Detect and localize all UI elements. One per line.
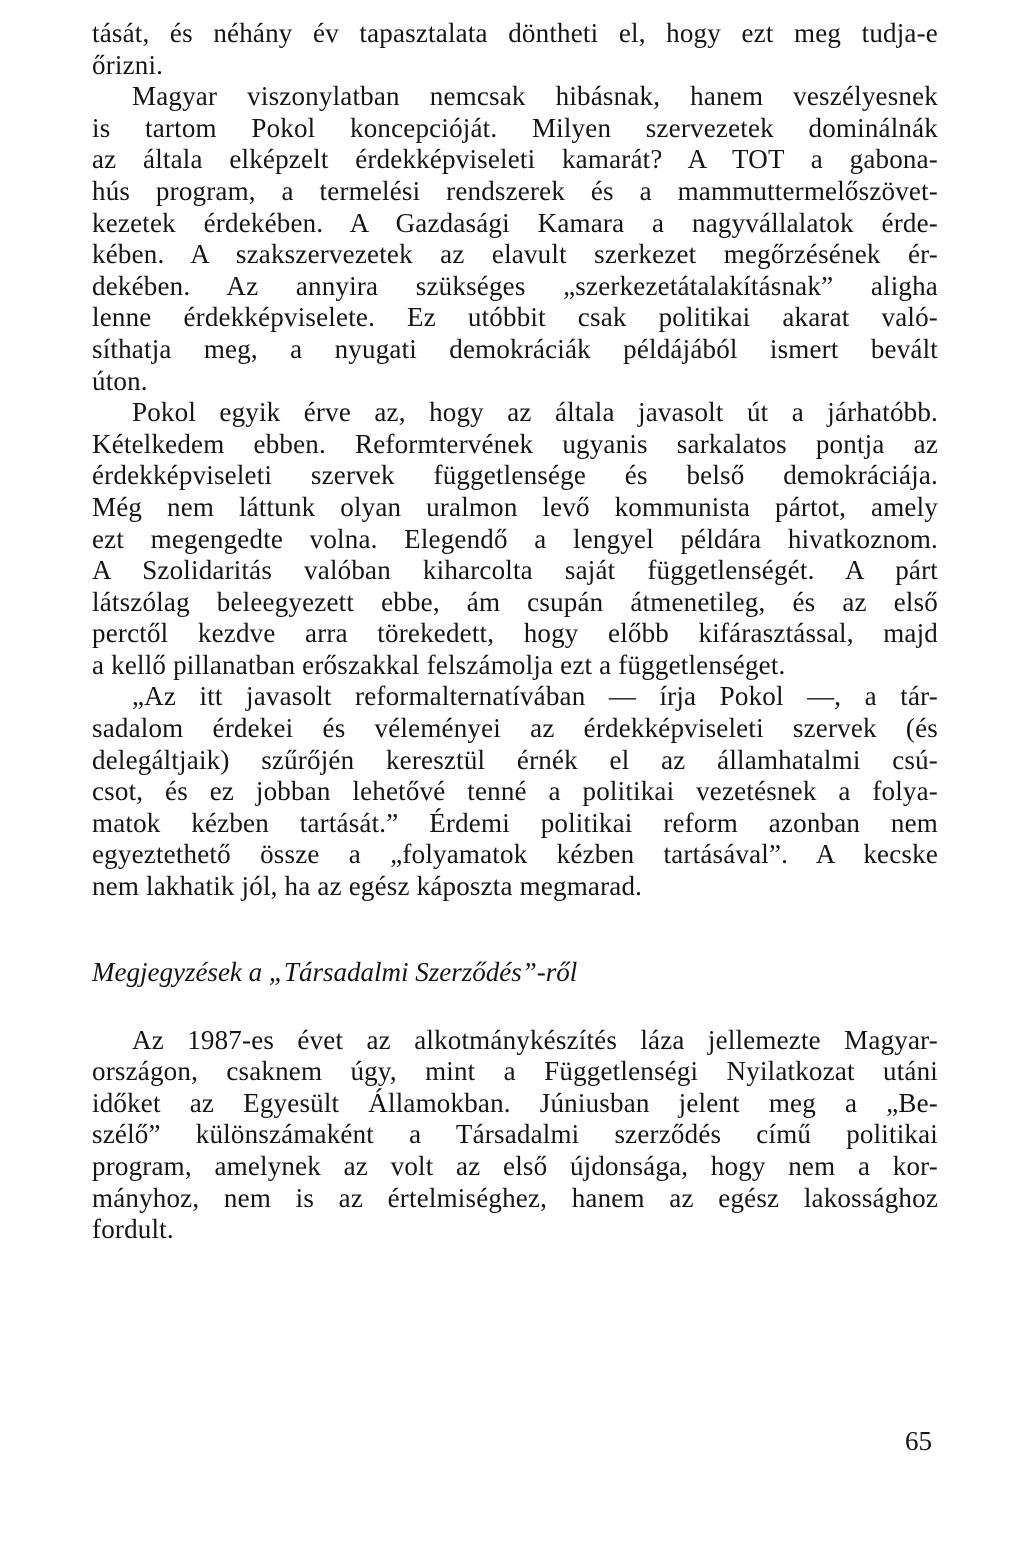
text-line: Még nem láttunk olyan uralmon levő kommunista pártot, amely bbox=[92, 491, 938, 522]
section-heading: Megjegyzések a „Társadalmi Szerződés”-ről bbox=[92, 956, 578, 987]
text-line: mányhoz, nem is az értelmiséghez, hanem az egész lakossághoz bbox=[92, 1182, 938, 1213]
page-number: 65 bbox=[905, 1426, 932, 1456]
text-line: országon, csaknem úgy, mint a Függetlenségi Nyilatkozat utáni bbox=[92, 1056, 938, 1087]
text-line: egyeztethető össze a „folyamatok kézben tartásával”. A kecske bbox=[92, 839, 938, 870]
section-spacer bbox=[92, 903, 938, 955]
text-line: perctől kezdve arra törekedett, hogy előbb kifárasztással, majd bbox=[92, 618, 938, 649]
paragraph bbox=[92, 681, 938, 902]
text-line: sadalom érdekei és véleményei az érdekképviseleti szervek (és bbox=[92, 713, 938, 744]
text-line: ezt megengedte volna. Elegendő a lengyel példára hivatkoznom. bbox=[92, 523, 938, 554]
text-line: időket az Egyesült Államokban. Júniusban jelent meg a „Be- bbox=[92, 1087, 938, 1118]
text-line: program, amelynek az volt az első újdonsága, hogy nem a kor- bbox=[92, 1151, 938, 1181]
text-line: matok kézben tartását.” Érdemi politikai reform azonban nem bbox=[92, 807, 938, 838]
text-line: az általa elképzelt érdekképviseleti kamarát? A TOT a gabona- bbox=[92, 144, 938, 175]
text-line: csot, és ez jobban lehetővé tenné a politikai vezetésnek a folya- bbox=[92, 776, 938, 807]
text-line: látszólag beleegyezett ebbe, ám csupán átmenetileg, és az első bbox=[92, 586, 938, 617]
text-line: úton. bbox=[92, 365, 148, 396]
text-line: lenne érdekképviselete. Ez utóbbit csak politikai akarat való- bbox=[92, 302, 938, 333]
text-line: szélő” különszámaként a Társadalmi szerződés című politikai bbox=[92, 1119, 938, 1150]
main-text bbox=[92, 18, 938, 903]
text-line: nem lakhatik jól, ha az egész káposzta megmarad. bbox=[92, 871, 643, 902]
text-line: kezetek érdekében. A Gazdasági Kamara a nagyvállalatok érde- bbox=[92, 207, 938, 238]
paragraph bbox=[92, 81, 938, 397]
text-line: érdekképviseleti szervek függetlensége és belső demokráciája. bbox=[92, 460, 938, 491]
paragraph bbox=[92, 397, 938, 681]
text-line: Pokol egyik érve az, hogy az általa javasolt út a járhatóbb. bbox=[132, 397, 938, 428]
text-line: Kételkedem ebben. Reformtervének ugyanis sarkalatos pontja az bbox=[92, 428, 938, 459]
section-text bbox=[92, 1025, 938, 1246]
text-line: Az 1987-es évet az alkotmánykészítés láza jellemezte Magyar- bbox=[132, 1024, 938, 1055]
page-text-column bbox=[92, 18, 938, 1246]
text-line: kében. A szakszervezetek az elavult szerkezet megőrzésének ér- bbox=[92, 239, 938, 270]
text-line: dekében. Az annyira szükséges „szerkezetátalakításnak” aligha bbox=[92, 270, 938, 301]
text-line: a kellő pillanatban erőszakkal felszámolja ezt a függetlenséget. bbox=[92, 649, 786, 680]
text-line: is tartom Pokol koncepcióját. Milyen szervezetek dominálnák bbox=[92, 112, 938, 143]
paragraph bbox=[92, 1025, 938, 1246]
text-line: tását, és néhány év tapasztalata döntheti el, hogy ezt meg tudja-e bbox=[92, 18, 938, 48]
text-line: „Az itt javasolt reformalternatívában — írja Pokol —, a tár- bbox=[132, 681, 938, 712]
text-line: delegáltjaik) szűrőjén keresztül érnék el az államhatalmi csú- bbox=[92, 744, 938, 775]
text-line: őrizni. bbox=[92, 49, 164, 80]
text-line: A Szolidaritás valóban kiharcolta saját függetlenségét. A párt bbox=[92, 555, 938, 586]
text-line: hús program, a termelési rendszerek és a mammuttermelőszövet- bbox=[92, 175, 938, 206]
text-line: síthatja meg, a nyugati demokráciák példájából ismert bevált bbox=[92, 333, 938, 364]
text-line: Magyar viszonylatban nemcsak hibásnak, hanem veszélyesnek bbox=[132, 81, 938, 112]
text-line: fordult. bbox=[92, 1214, 174, 1245]
paragraph bbox=[92, 18, 938, 81]
